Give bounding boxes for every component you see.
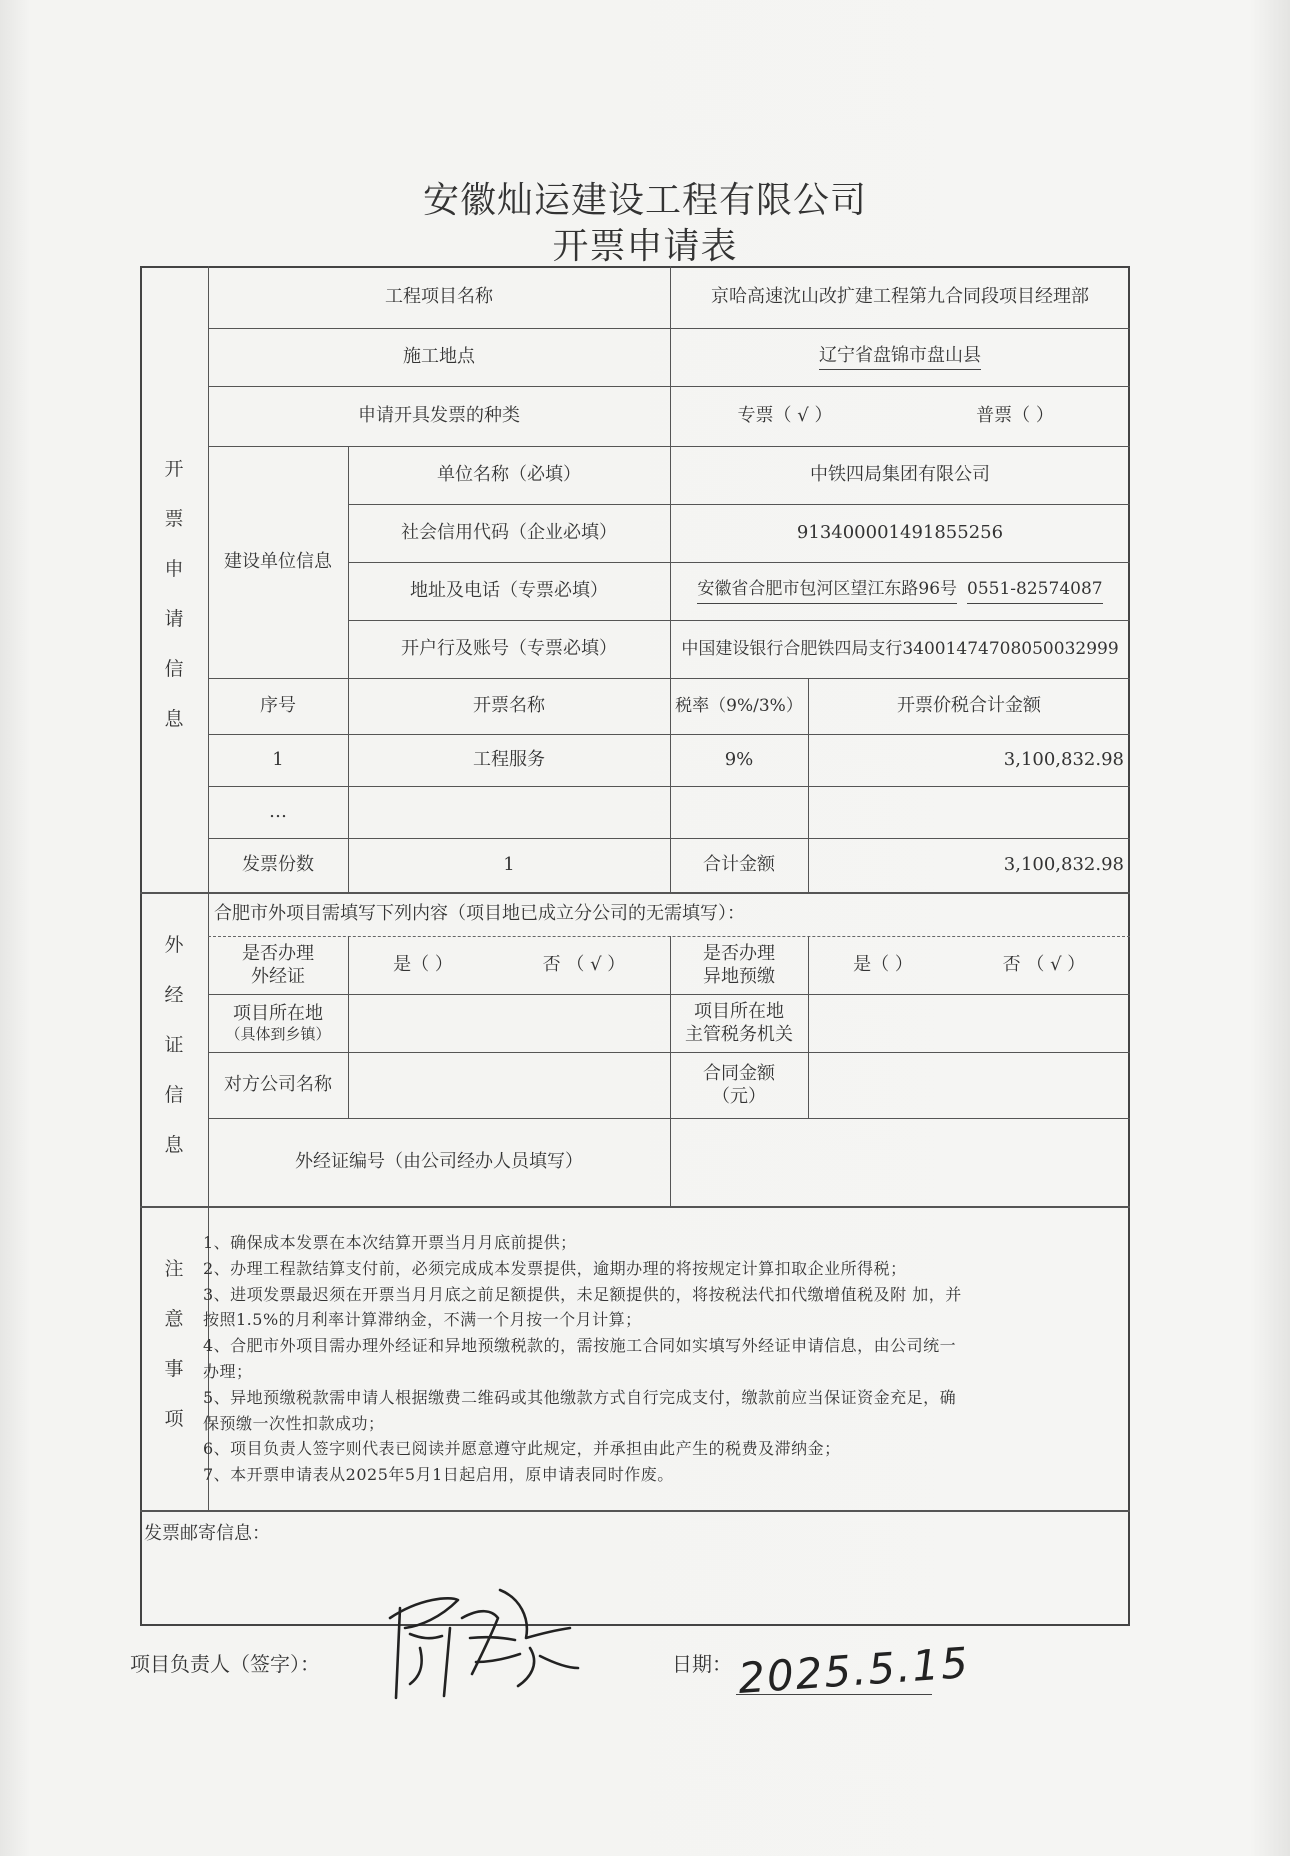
cert-yes: 是（ ） xyxy=(393,954,453,976)
col-name-header: 开票名称 xyxy=(473,695,545,717)
form-sheet xyxy=(140,266,1130,1626)
invoice-count-value: 1 xyxy=(503,854,515,876)
tax-office-label: 项目所在地 主管税务机关 xyxy=(685,1000,793,1045)
company-title: 安徽灿运建设工程有限公司 xyxy=(422,180,867,221)
row1-seq: 1 xyxy=(272,749,284,771)
row1-rate: 9% xyxy=(724,749,754,771)
phone-value: 0551-82574087 xyxy=(967,578,1103,603)
project-name-label: 工程项目名称 xyxy=(385,286,493,308)
note-line: 1、确保成本发票在本次结算开票当月月底前提供； xyxy=(203,1233,577,1252)
note-line: 7、本开票申请表从2025年5月1日起启用，原申请表同时作废。 xyxy=(203,1465,674,1485)
address-phone-cell xyxy=(670,562,1130,620)
section-invoice-label: 开 票 申 请 信 息 xyxy=(164,458,184,730)
note-line: 6、项目负责人签字则代表已阅读并愿意遵守此规定，并承担由此产生的税费及滞纳金； xyxy=(203,1439,841,1459)
col-amount-header: 开票价税合计金额 xyxy=(897,695,1041,717)
credit-code-label: 社会信用代码（企业必填） xyxy=(401,522,617,544)
bank-label: 开户行及账号（专票必填） xyxy=(401,638,617,660)
section-external-label: 外 经 证 信 息 xyxy=(164,934,184,1156)
address-label: 地址及电话（专票必填） xyxy=(410,580,608,602)
note-line: 办理； xyxy=(203,1361,253,1381)
total-label: 合计金额 xyxy=(703,854,775,876)
total-value: 3,100,832.98 xyxy=(1003,854,1124,876)
notes-list xyxy=(203,1230,1113,1488)
row1-amount: 3,100,832.98 xyxy=(1003,749,1124,771)
address-value: 安徽省合肥市包河区望江东路96号 xyxy=(697,578,957,603)
project-name-value: 京哈高速沈山改扩建工程第九合同段项目经理部 xyxy=(711,286,1089,308)
unit-name-value: 中铁四局集团有限公司 xyxy=(810,464,990,486)
section-divider-2 xyxy=(140,1206,1130,1208)
form-title: 开票申请表 xyxy=(552,226,738,267)
counterparty-label: 对方公司名称 xyxy=(224,1074,332,1096)
col-seq-header: 序号 xyxy=(260,695,296,717)
location-value-cell xyxy=(670,328,1130,386)
col-rate-header: 税率（9%/3%） xyxy=(675,695,803,716)
section-divider-3 xyxy=(140,1510,1130,1512)
note-line: 3、进项发票最迟须在开票当月月底之前足额提供，未足额提供的，将按税法代扣代缴增值税及附 加，并 xyxy=(203,1284,962,1304)
invoice-type-special: 专票（ √ ） xyxy=(737,405,833,427)
invoice-count-label: 发票份数 xyxy=(242,854,314,876)
signer-label: 项目负责人（签字）： xyxy=(130,1652,320,1676)
external-intro: 合肥市外项目需填写下列内容（项目地已成立分公司的无需填写）： xyxy=(214,903,745,925)
note-line: 4、合肥市外项目需办理外经证和异地预缴税款的，需按施工合同如实填写外经证申请信息，由公司统一 xyxy=(203,1336,957,1356)
mailing-label: 发票邮寄信息： xyxy=(144,1523,270,1545)
note-line: 2、办理工程款结算支付前，必须完成成本发票提供，逾期办理的将按规定计算扣取企业所得税； xyxy=(203,1258,907,1278)
location-label: 施工地点 xyxy=(403,346,475,368)
project-location-label: 项目所在地 （具体到乡镇） xyxy=(225,1002,331,1043)
row2-seq: … xyxy=(269,801,287,823)
bank-value: 中国建设银行合肥铁四局支行34001474708050032999 xyxy=(681,638,1119,659)
cert-number-label: 外经证编号（由公司经办人员填写） xyxy=(295,1151,583,1173)
note-line: 保预缴一次性扣款成功； xyxy=(203,1413,385,1433)
prepay-yes: 是（ ） xyxy=(853,954,913,976)
signature-image xyxy=(380,1578,590,1708)
invoice-type-general: 普票（ ） xyxy=(976,405,1054,427)
invoice-type-label: 申请开具发票的种类 xyxy=(358,405,520,427)
builder-info-label: 建设单位信息 xyxy=(224,551,332,573)
note-line: 按照1.5%的月利率计算滞纳金，不满一个月按一个月计算； xyxy=(203,1310,642,1330)
cert-label: 是否办理 外经证 xyxy=(242,942,314,987)
location-value: 辽宁省盘锦市盘山县 xyxy=(819,344,981,370)
prepay-label: 是否办理 异地预缴 xyxy=(703,942,775,987)
contract-amount-label: 合同金额 （元） xyxy=(703,1062,775,1107)
cert-no: 否 （ √ ） xyxy=(542,954,626,976)
prepay-no: 否 （ √ ） xyxy=(1002,954,1086,976)
date-underline xyxy=(736,1694,932,1695)
section-notes-label: 注 意 事 项 xyxy=(164,1258,184,1430)
note-line: 5、异地预缴税款需申请人根据缴费二维码或其他缴款方式自行完成支付，缴款前应当保证资金充足，确 xyxy=(203,1387,957,1407)
row1-name: 工程服务 xyxy=(473,749,545,771)
date-value: 2025.5.15 xyxy=(736,1637,972,1704)
date-label: 日期： xyxy=(672,1652,732,1676)
unit-name-label: 单位名称（必填） xyxy=(437,464,581,486)
credit-code-value: 913400001491855256 xyxy=(796,522,1004,544)
